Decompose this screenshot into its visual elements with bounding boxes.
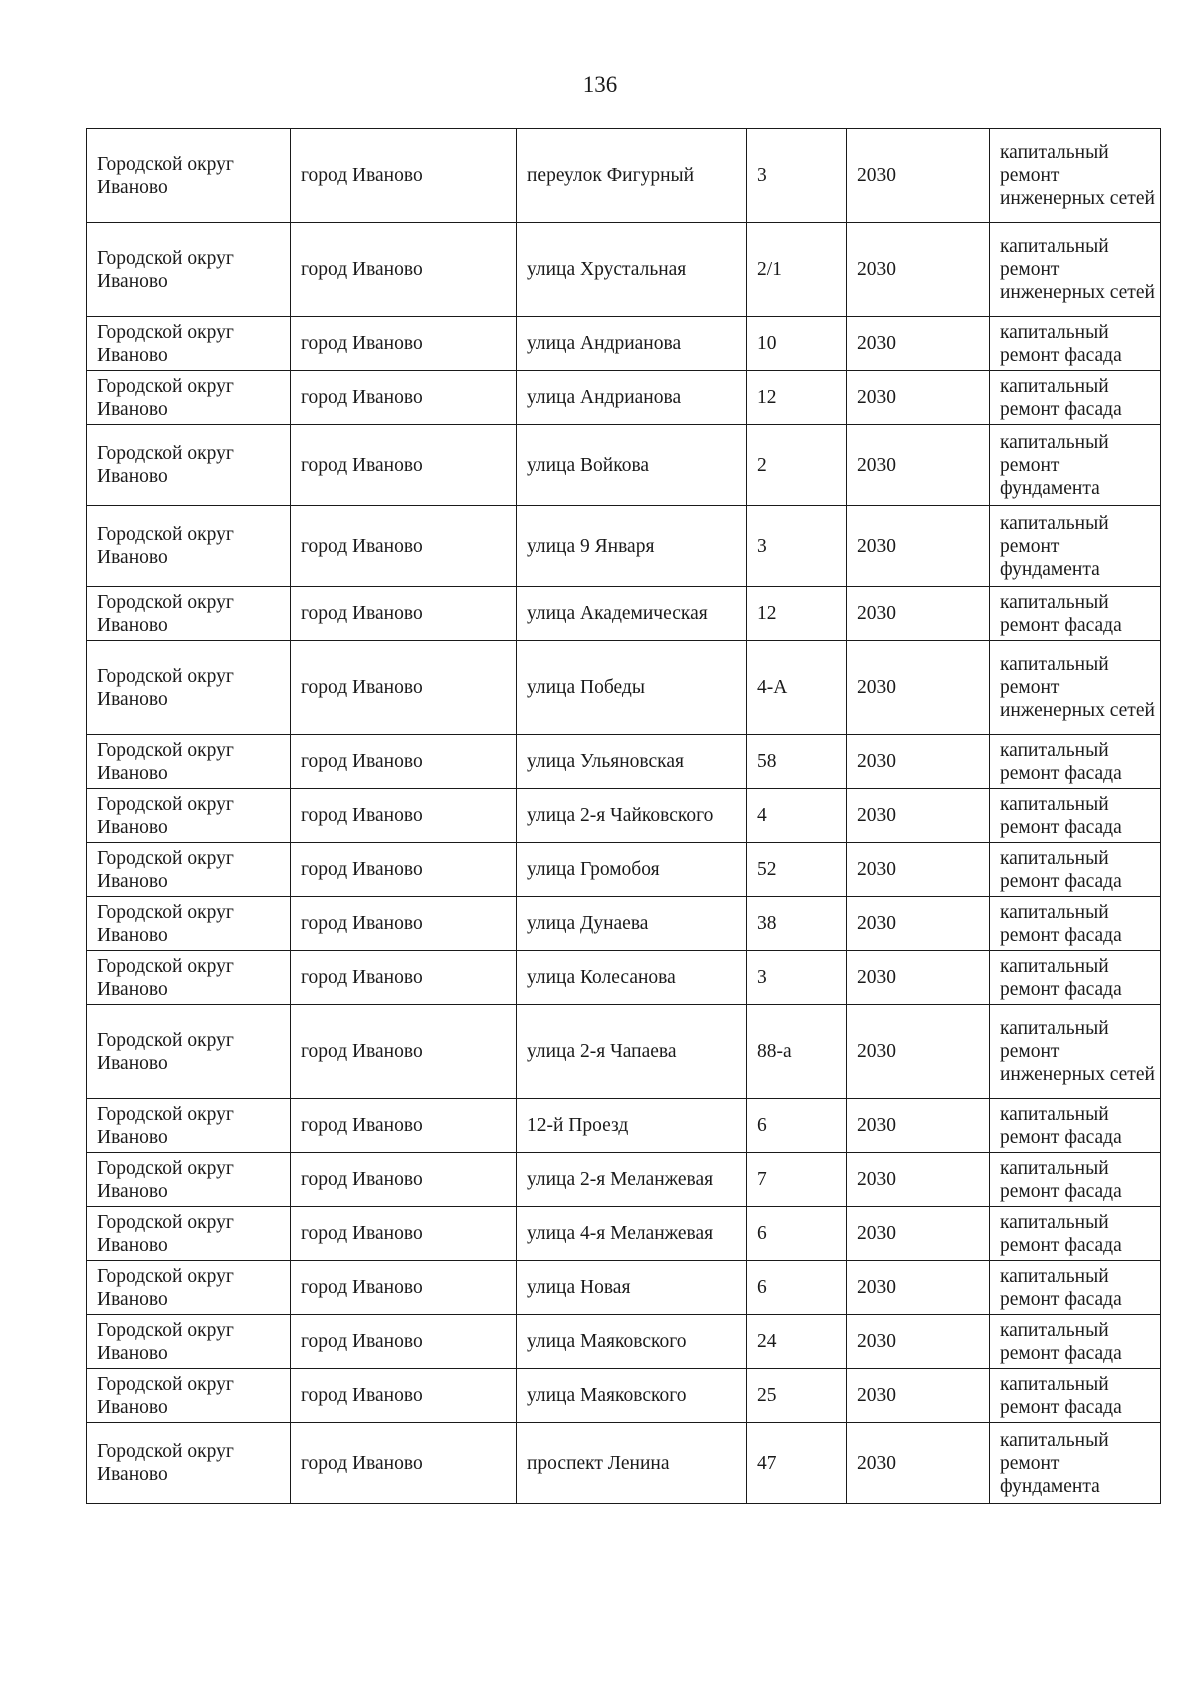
cell-year: 2030 (847, 735, 990, 789)
cell-year: 2030 (847, 371, 990, 425)
cell-house-number: 3 (747, 129, 847, 223)
cell-locality: город Иваново (291, 897, 517, 951)
cell-work-type: капитальный ремонт фундамента (990, 1423, 1161, 1504)
cell-house-number: 2/1 (747, 223, 847, 317)
cell-street: улица Андрианова (517, 317, 747, 371)
cell-year: 2030 (847, 843, 990, 897)
table-row (87, 951, 1161, 1005)
cell-district: Городской округ Иваново (87, 129, 291, 223)
cell-year: 2030 (847, 641, 990, 735)
cell-year: 2030 (847, 789, 990, 843)
table-row (87, 1423, 1161, 1504)
cell-house-number: 52 (747, 843, 847, 897)
cell-house-number: 6 (747, 1261, 847, 1315)
cell-district: Городской округ Иваново (87, 897, 291, 951)
cell-locality: город Иваново (291, 317, 517, 371)
repair-schedule-table (86, 128, 1161, 1504)
cell-work-type: капитальный ремонт фундамента (990, 506, 1161, 587)
cell-work-type: капитальный ремонт фасада (990, 897, 1161, 951)
cell-house-number: 3 (747, 506, 847, 587)
cell-year: 2030 (847, 129, 990, 223)
cell-year: 2030 (847, 587, 990, 641)
cell-locality: город Иваново (291, 223, 517, 317)
cell-locality: город Иваново (291, 425, 517, 506)
cell-work-type: капитальный ремонт фасада (990, 1153, 1161, 1207)
cell-year: 2030 (847, 1099, 990, 1153)
cell-locality: город Иваново (291, 1369, 517, 1423)
cell-year: 2030 (847, 1315, 990, 1369)
cell-locality: город Иваново (291, 1005, 517, 1099)
table-row (87, 641, 1161, 735)
cell-district: Городской округ Иваново (87, 1423, 291, 1504)
cell-locality: город Иваново (291, 789, 517, 843)
cell-district: Городской округ Иваново (87, 1005, 291, 1099)
cell-year: 2030 (847, 1261, 990, 1315)
table-row (87, 1207, 1161, 1261)
cell-district: Городской округ Иваново (87, 1207, 291, 1261)
cell-street: улица Ульяновская (517, 735, 747, 789)
cell-house-number: 38 (747, 897, 847, 951)
table-row (87, 506, 1161, 587)
cell-year: 2030 (847, 1423, 990, 1504)
cell-house-number: 6 (747, 1207, 847, 1261)
cell-district: Городской округ Иваново (87, 317, 291, 371)
cell-year: 2030 (847, 317, 990, 371)
cell-locality: город Иваново (291, 641, 517, 735)
table-row (87, 1005, 1161, 1099)
cell-street: улица Маяковского (517, 1369, 747, 1423)
table-row (87, 129, 1161, 223)
cell-house-number: 88-а (747, 1005, 847, 1099)
cell-district: Городской округ Иваново (87, 789, 291, 843)
cell-house-number: 24 (747, 1315, 847, 1369)
table-row (87, 1261, 1161, 1315)
cell-work-type: капитальный ремонт фасада (990, 789, 1161, 843)
table-row (87, 789, 1161, 843)
cell-house-number: 12 (747, 587, 847, 641)
cell-house-number: 47 (747, 1423, 847, 1504)
cell-work-type: капитальный ремонт фасада (990, 1315, 1161, 1369)
cell-street: улица 4-я Меланжевая (517, 1207, 747, 1261)
cell-locality: город Иваново (291, 1423, 517, 1504)
cell-locality: город Иваново (291, 587, 517, 641)
cell-work-type: капитальный ремонт фасада (990, 1207, 1161, 1261)
cell-street: улица Победы (517, 641, 747, 735)
cell-work-type: капитальный ремонт фасада (990, 843, 1161, 897)
cell-street: улица Андрианова (517, 371, 747, 425)
cell-street: улица 2-я Меланжевая (517, 1153, 747, 1207)
cell-district: Городской округ Иваново (87, 1099, 291, 1153)
cell-work-type: капитальный ремонт инженерных сетей (990, 129, 1161, 223)
cell-district: Городской округ Иваново (87, 1153, 291, 1207)
cell-work-type: капитальный ремонт фасада (990, 951, 1161, 1005)
cell-house-number: 58 (747, 735, 847, 789)
cell-work-type: капитальный ремонт фасада (990, 735, 1161, 789)
cell-house-number: 10 (747, 317, 847, 371)
cell-locality: город Иваново (291, 951, 517, 1005)
cell-work-type: капитальный ремонт инженерных сетей (990, 1005, 1161, 1099)
cell-district: Городской округ Иваново (87, 506, 291, 587)
cell-street: улица Академическая (517, 587, 747, 641)
cell-house-number: 4 (747, 789, 847, 843)
cell-locality: город Иваново (291, 735, 517, 789)
cell-district: Городской округ Иваново (87, 951, 291, 1005)
cell-year: 2030 (847, 951, 990, 1005)
cell-year: 2030 (847, 897, 990, 951)
cell-house-number: 25 (747, 1369, 847, 1423)
cell-year: 2030 (847, 506, 990, 587)
cell-street: улица Хрустальная (517, 223, 747, 317)
cell-locality: город Иваново (291, 1315, 517, 1369)
cell-work-type: капитальный ремонт фасада (990, 1369, 1161, 1423)
cell-house-number: 12 (747, 371, 847, 425)
page-number: 136 (582, 72, 618, 97)
cell-year: 2030 (847, 1369, 990, 1423)
table-row (87, 1369, 1161, 1423)
cell-locality: город Иваново (291, 843, 517, 897)
table-body (87, 129, 1161, 1504)
cell-year: 2030 (847, 223, 990, 317)
table-row (87, 317, 1161, 371)
table-row (87, 1315, 1161, 1369)
cell-work-type: капитальный ремонт фасада (990, 1099, 1161, 1153)
cell-street: улица Громобоя (517, 843, 747, 897)
cell-house-number: 4-А (747, 641, 847, 735)
cell-locality: город Иваново (291, 371, 517, 425)
cell-year: 2030 (847, 1207, 990, 1261)
cell-locality: город Иваново (291, 1261, 517, 1315)
cell-district: Городской округ Иваново (87, 371, 291, 425)
table-row (87, 897, 1161, 951)
cell-house-number: 2 (747, 425, 847, 506)
cell-district: Городской округ Иваново (87, 641, 291, 735)
cell-district: Городской округ Иваново (87, 223, 291, 317)
cell-street: улица Новая (517, 1261, 747, 1315)
table-row (87, 1099, 1161, 1153)
table-row (87, 587, 1161, 641)
cell-work-type: капитальный ремонт фасада (990, 371, 1161, 425)
cell-street: переулок Фигурный (517, 129, 747, 223)
cell-work-type: капитальный ремонт фасада (990, 587, 1161, 641)
cell-district: Городской округ Иваново (87, 587, 291, 641)
cell-year: 2030 (847, 1005, 990, 1099)
cell-street: улица 9 Января (517, 506, 747, 587)
table-row (87, 371, 1161, 425)
cell-year: 2030 (847, 425, 990, 506)
cell-street: улица Войкова (517, 425, 747, 506)
cell-work-type: капитальный ремонт инженерных сетей (990, 641, 1161, 735)
cell-district: Городской округ Иваново (87, 1369, 291, 1423)
cell-street: улица Маяковского (517, 1315, 747, 1369)
cell-work-type: капитальный ремонт инженерных сетей (990, 223, 1161, 317)
table-row (87, 843, 1161, 897)
cell-street: 12-й Проезд (517, 1099, 747, 1153)
cell-street: улица 2-я Чапаева (517, 1005, 747, 1099)
cell-locality: город Иваново (291, 1207, 517, 1261)
table-row (87, 223, 1161, 317)
cell-district: Городской округ Иваново (87, 1261, 291, 1315)
cell-locality: город Иваново (291, 129, 517, 223)
cell-district: Городской округ Иваново (87, 843, 291, 897)
cell-house-number: 6 (747, 1099, 847, 1153)
cell-house-number: 7 (747, 1153, 847, 1207)
table-row (87, 735, 1161, 789)
cell-year: 2030 (847, 1153, 990, 1207)
table-row (87, 425, 1161, 506)
cell-locality: город Иваново (291, 1153, 517, 1207)
table-row (87, 1153, 1161, 1207)
cell-district: Городской округ Иваново (87, 735, 291, 789)
cell-locality: город Иваново (291, 1099, 517, 1153)
cell-house-number: 3 (747, 951, 847, 1005)
cell-work-type: капитальный ремонт фасада (990, 1261, 1161, 1315)
cell-street: улица 2-я Чайковского (517, 789, 747, 843)
cell-locality: город Иваново (291, 506, 517, 587)
cell-work-type: капитальный ремонт фасада (990, 317, 1161, 371)
cell-street: проспект Ленина (517, 1423, 747, 1504)
cell-work-type: капитальный ремонт фундамента (990, 425, 1161, 506)
cell-district: Городской округ Иваново (87, 1315, 291, 1369)
cell-district: Городской округ Иваново (87, 425, 291, 506)
cell-street: улица Колесанова (517, 951, 747, 1005)
cell-street: улица Дунаева (517, 897, 747, 951)
